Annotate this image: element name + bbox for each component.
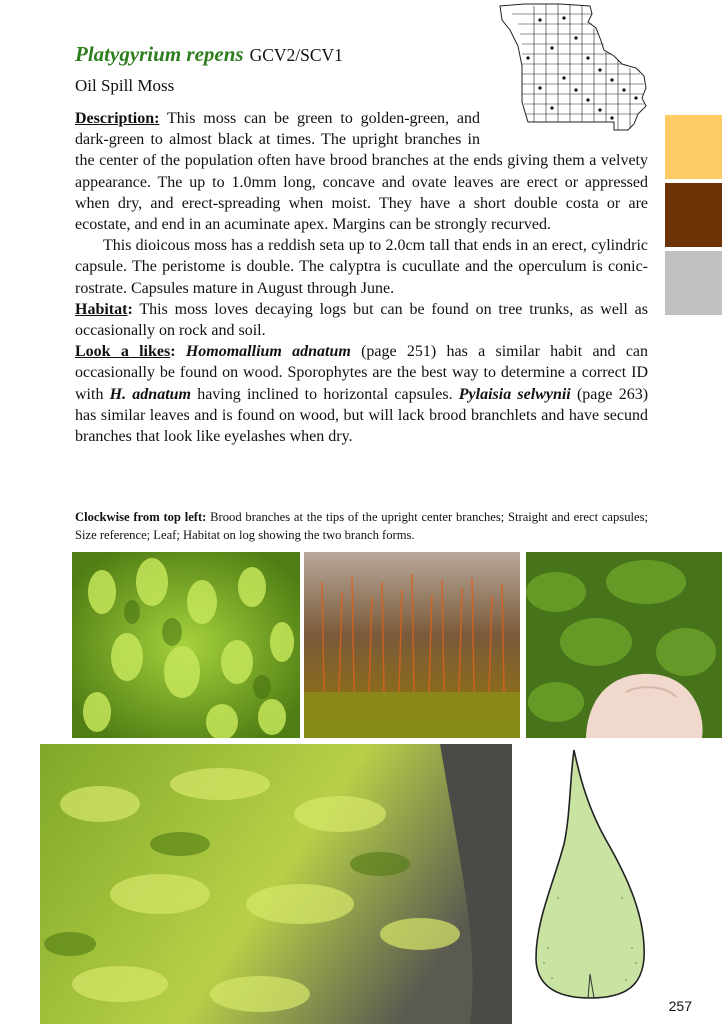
sporophyte-paragraph: This dioicous moss has a reddish seta up to 2.0cm tall that ends in an erect, cylindric capsule. The peristome is double. The calyptra is cucullate and the operculum is conic-rostrate. Capsules mature in August through June. [75,237,648,297]
photo-caption [75,508,648,544]
photo-erect-capsules [304,552,520,738]
lookalikes-text-2: having inclined to horizontal capsules. [191,385,459,403]
habitat-text: This moss loves decaying logs but can be found on tree trunks, as well as occasionally on rock and soil. [75,300,648,340]
section-tab-gray [665,251,722,315]
conservation-status: GCV2/SCV1 [249,45,343,65]
caption-label: Clockwise from top left: [75,510,207,524]
photo-habitat-log [40,744,512,1024]
photo-size-reference [526,552,722,738]
missouri-county-map-icon [488,2,658,134]
description-label: Description: [75,110,160,127]
habitat-paragraph [75,299,648,341]
lookalikes-text-3: (page 263) has similar leaves and is found on wood, but will lack brood branchlets and have secund branches that look like eyelashes when dry. [75,385,649,446]
lookalikes-label: Look a likes [75,343,171,361]
species-description [75,108,648,447]
habitat-label: Habitat [75,300,128,318]
description-text: This moss can be green to golden-green, and dark-green to almost black at times. The upright branches in the center of the population often have brood branches at the ends giving them a velvety appearance. The up to 1.0mm long, concave and ovate leaves are erect or appressed when dry, and erect-spreading when moist. They have a short double costa or are ecostate, and end in an acuminate apex. Margins can be strongly recurved. [75,110,648,234]
lookalike-species-1: Homomallium adnatum [185,343,351,361]
common-name: Oil Spill Moss [75,76,175,95]
title-line [75,42,343,67]
section-tab-gold [665,115,722,179]
lookalikes-text-1: (page 251) has a similar habit and can occasionally be found on wood. Sporophytes are the best way to determine a correct ID with [75,343,649,403]
caption-text: Brood branches at the tips of the upright center branches; Straight and erect capsules; Size reference; Leaf; Habitat on log showing the two branch forms. [75,510,648,542]
lookalikes-space [176,343,186,360]
illustration-leaf [528,748,652,1000]
lookalikes-paragraph [75,341,648,447]
photo-brood-branches [72,552,300,738]
lookalike-species-2: Pylaisia selwynii [458,385,571,403]
page-number: 257 [668,998,692,1014]
lookalikes-colon: : [170,343,176,361]
lookalike-species-1-short: H. adnatum [109,385,191,403]
species-name: Platygyrium repens [75,42,244,66]
section-tab-brown [665,183,722,247]
habitat-colon: : [127,300,133,318]
